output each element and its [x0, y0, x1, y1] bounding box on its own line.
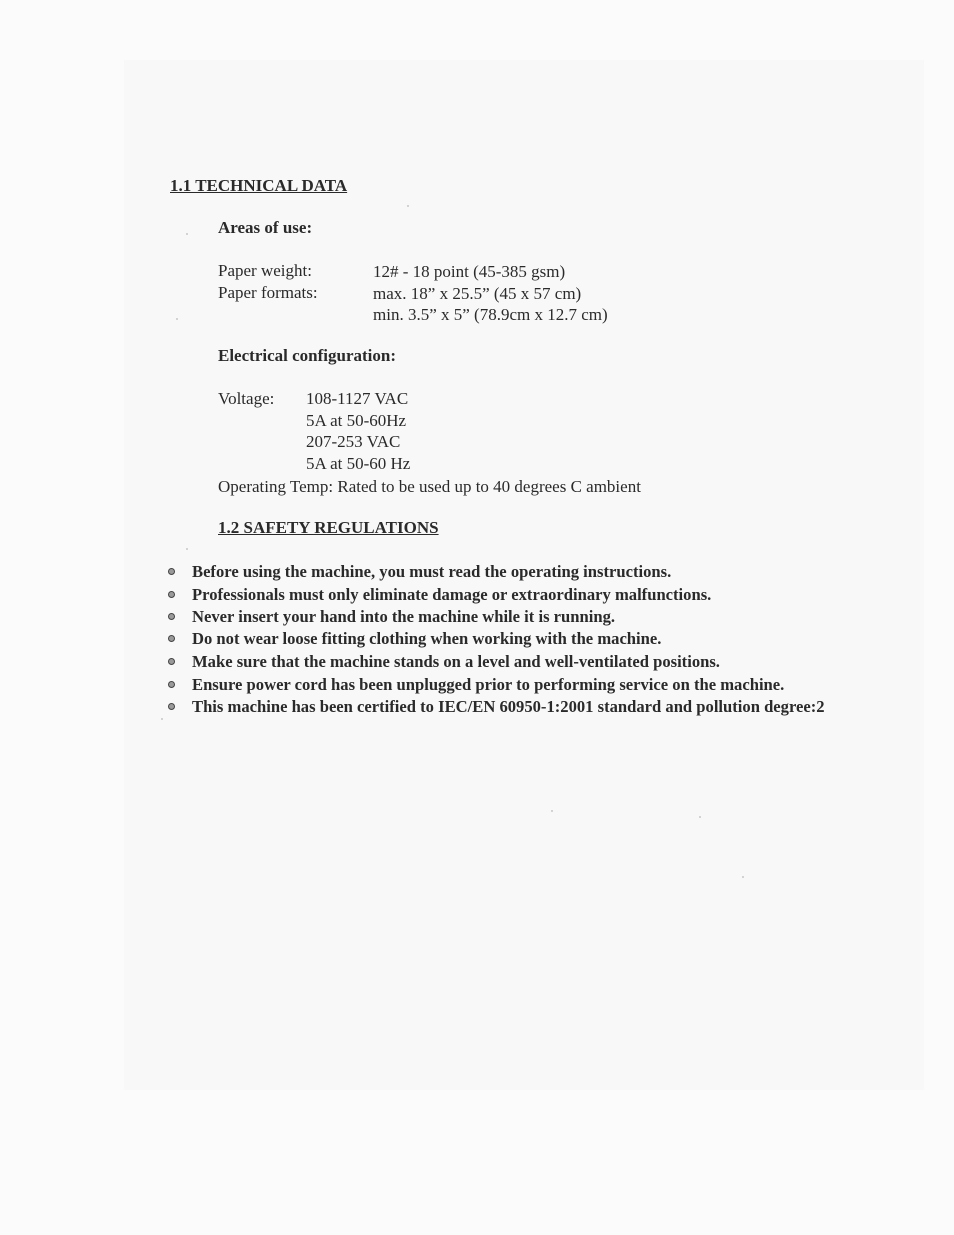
bullet-icon: [168, 591, 175, 598]
section-heading-technical-data: 1.1 TECHNICAL DATA: [170, 176, 348, 195]
scan-speck: [186, 548, 188, 550]
voltage-line: 5A at 50-60Hz: [306, 411, 407, 430]
list-item-text: Before using the machine, you must read the operating instructions.: [192, 562, 672, 581]
operating-temp: Operating Temp: Rated to be used up to 40 degrees C ambient: [218, 477, 641, 496]
voltage-line: 108-1127 VAC: [306, 389, 409, 408]
scan-speck: [186, 233, 188, 235]
bullet-icon: [168, 658, 175, 665]
paper-formats-min: min. 3.5” x 5” (78.9cm x 12.7 cm): [373, 305, 608, 324]
paper-formats-label: Paper formats:: [218, 283, 318, 302]
scan-speck: [161, 718, 163, 720]
list-item-text: Make sure that the machine stands on a level and well-ventilated positions.: [192, 652, 720, 671]
bullet-icon: [168, 635, 175, 642]
bullet-icon: [168, 568, 175, 575]
electrical-configuration-label: Electrical configuration:: [218, 346, 396, 365]
paper-weight-label: Paper weight:: [218, 261, 312, 280]
bullet-icon: [168, 613, 175, 620]
voltage-label: Voltage:: [218, 389, 275, 408]
list-item-text: Never insert your hand into the machine while it is running.: [192, 607, 616, 626]
list-item-text: Do not wear loose fitting clothing when working with the machine.: [192, 629, 662, 648]
list-item-text: Professionals must only eliminate damage or extraordinary malfunctions.: [192, 585, 712, 604]
scan-speck: [407, 205, 409, 207]
scan-speck: [176, 318, 178, 320]
bullet-icon: [168, 681, 175, 688]
section-heading-safety-regulations: 1.2 SAFETY REGULATIONS: [218, 518, 439, 537]
paper-formats-max: max. 18” x 25.5” (45 x 57 cm): [373, 284, 582, 303]
areas-of-use-label: Areas of use:: [218, 218, 313, 237]
scan-speck: [742, 876, 744, 878]
scan-speck: [699, 816, 701, 818]
scan-speck: [551, 810, 553, 812]
bullet-icon: [168, 703, 175, 710]
voltage-line: 207-253 VAC: [306, 432, 401, 451]
paper-weight-value: 12# - 18 point (45-385 gsm): [373, 262, 566, 281]
list-item-text: Ensure power cord has been unplugged prior to performing service on the machine.: [192, 675, 785, 694]
list-item-text: This machine has been certified to IEC/EN 60950-1:2001 standard and pollution degree:2: [192, 697, 825, 716]
voltage-line: 5A at 50-60 Hz: [306, 454, 411, 473]
